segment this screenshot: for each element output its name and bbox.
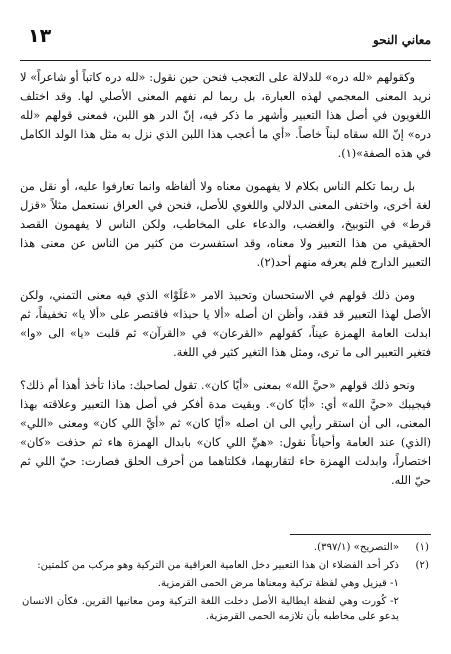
footnote-divider: [290, 534, 431, 535]
footnote-text: «التصريح» (٣٩٧/١).: [313, 542, 399, 553]
footnotes: [22, 540, 429, 627]
footnote-item: ١- قيزيل وهي لفظة تركية ومعناها مرض الحمى القرمزية.: [157, 578, 399, 589]
page-number: ١٣: [28, 25, 52, 47]
footnote-item: ٢- كُورت وهي لفظة ايطالية الأصل دخلت اللغة التركية ومن معانيها القرين. فكأن الانسان يدعو على مخاطبه بأن تلازمه الحمى القرمزية.: [22, 596, 399, 622]
footnote-text: ذكر أحد الفضلاء ان هذا التعبير دخل العامية العراقية من التركية وهو مركب من كلمتين:: [37, 560, 399, 571]
footnote: [22, 558, 429, 573]
header-divider: [20, 60, 431, 61]
footnote-mark: (٢): [415, 560, 429, 571]
paragraph: ومن ذلك قولهم في الاستحسان وتحبيذ الامر «عَلَوْا» الذي فيه معنى التمني، ولكن الأصل لهذا التعبير قد فقد، وأظن ان أصله «ألا يا حبذا» فاقتصر على «ألا يا» تخفيفاً، ثم ابدلت العامة الهمزة عيناً، كقولهم «القرعان» في «القرآن» ثم قلبت «يا» الى «وا» فتغير التعبير الى ما ترى، ومثل هذا التغير كثير في اللغة.: [20, 289, 431, 359]
paragraph: وكقولهم «لله دره» للدلالة على التعجب فنحن حين نقول: «لله دره كاتباً أو شاعراً» لا نريد المعنى المعجمي لهذه العبارة، بل ربما لم نفهم المعنى الأصلي لها. وقد اختلف اللغويون في أصل هذا التعبير وأشهر ما ذكر فيه، إنّ الدر هو اللبن، فمعنى قولهم «لله دره» إنّ الله سقاه لبناً خاصاً. «أي ما أعجب هذا اللبن الذي نزل به مثل هذا الولد الكامل في هذه الصفة»(١).: [20, 71, 431, 160]
paragraph: بل ربما تكلم الناس بكلام لا يفهمون معناه ولا ألفاظه وانما تعارفوا عليه، أو نقل من لغة أخرى، واختفى المعنى الدلالي واللغوي للأصل، فنحن في العراق نستعمل مثلاً «قزل قرط» في التوبيخ، والغضب، والدعاء على المخاطب، ولكن الناس لا يفهمون القصد الحقيقي من هذا التعبير ولا معناه، وقد استفسرت من كثير من الناس عن معنى هذا التعبير الدارج فلم يعرفه منهم أحد(٢).: [20, 180, 431, 269]
page-header: [20, 27, 431, 57]
running-title: معاني النحو: [373, 33, 431, 47]
footnote-mark: (١): [415, 542, 429, 553]
footnote: [22, 540, 429, 555]
main-text: [20, 66, 431, 490]
paragraph: ونحو ذلك قولهم «حيَّ الله» بمعنى «أيًا كان». تقول لصاحبك: ماذا تأخذ أهذا أم ذلك؟ فيجيبك «حيَّ الله» أي: «أيًا كان». وبقيت مدة أفكر في أصل هذا التعبير وعلاقته بهذا المعنى، الى أن استقر رأيي الى ان اصله «أيًا كان» ثم «أيَّ اللي كان» ومعنى «اللي» (الذي) عند العامة وأحياناً نقول: «هيِّ اللي كان» بابدال الهمزة هاء ثم حذفت «كان» اختصاراً، وابدلت الهمزة حاء لتقاربهما، فكلتاهما من أحرف الحلق فصارت: حيّ اللي ثم حيّ الله.: [20, 379, 431, 487]
